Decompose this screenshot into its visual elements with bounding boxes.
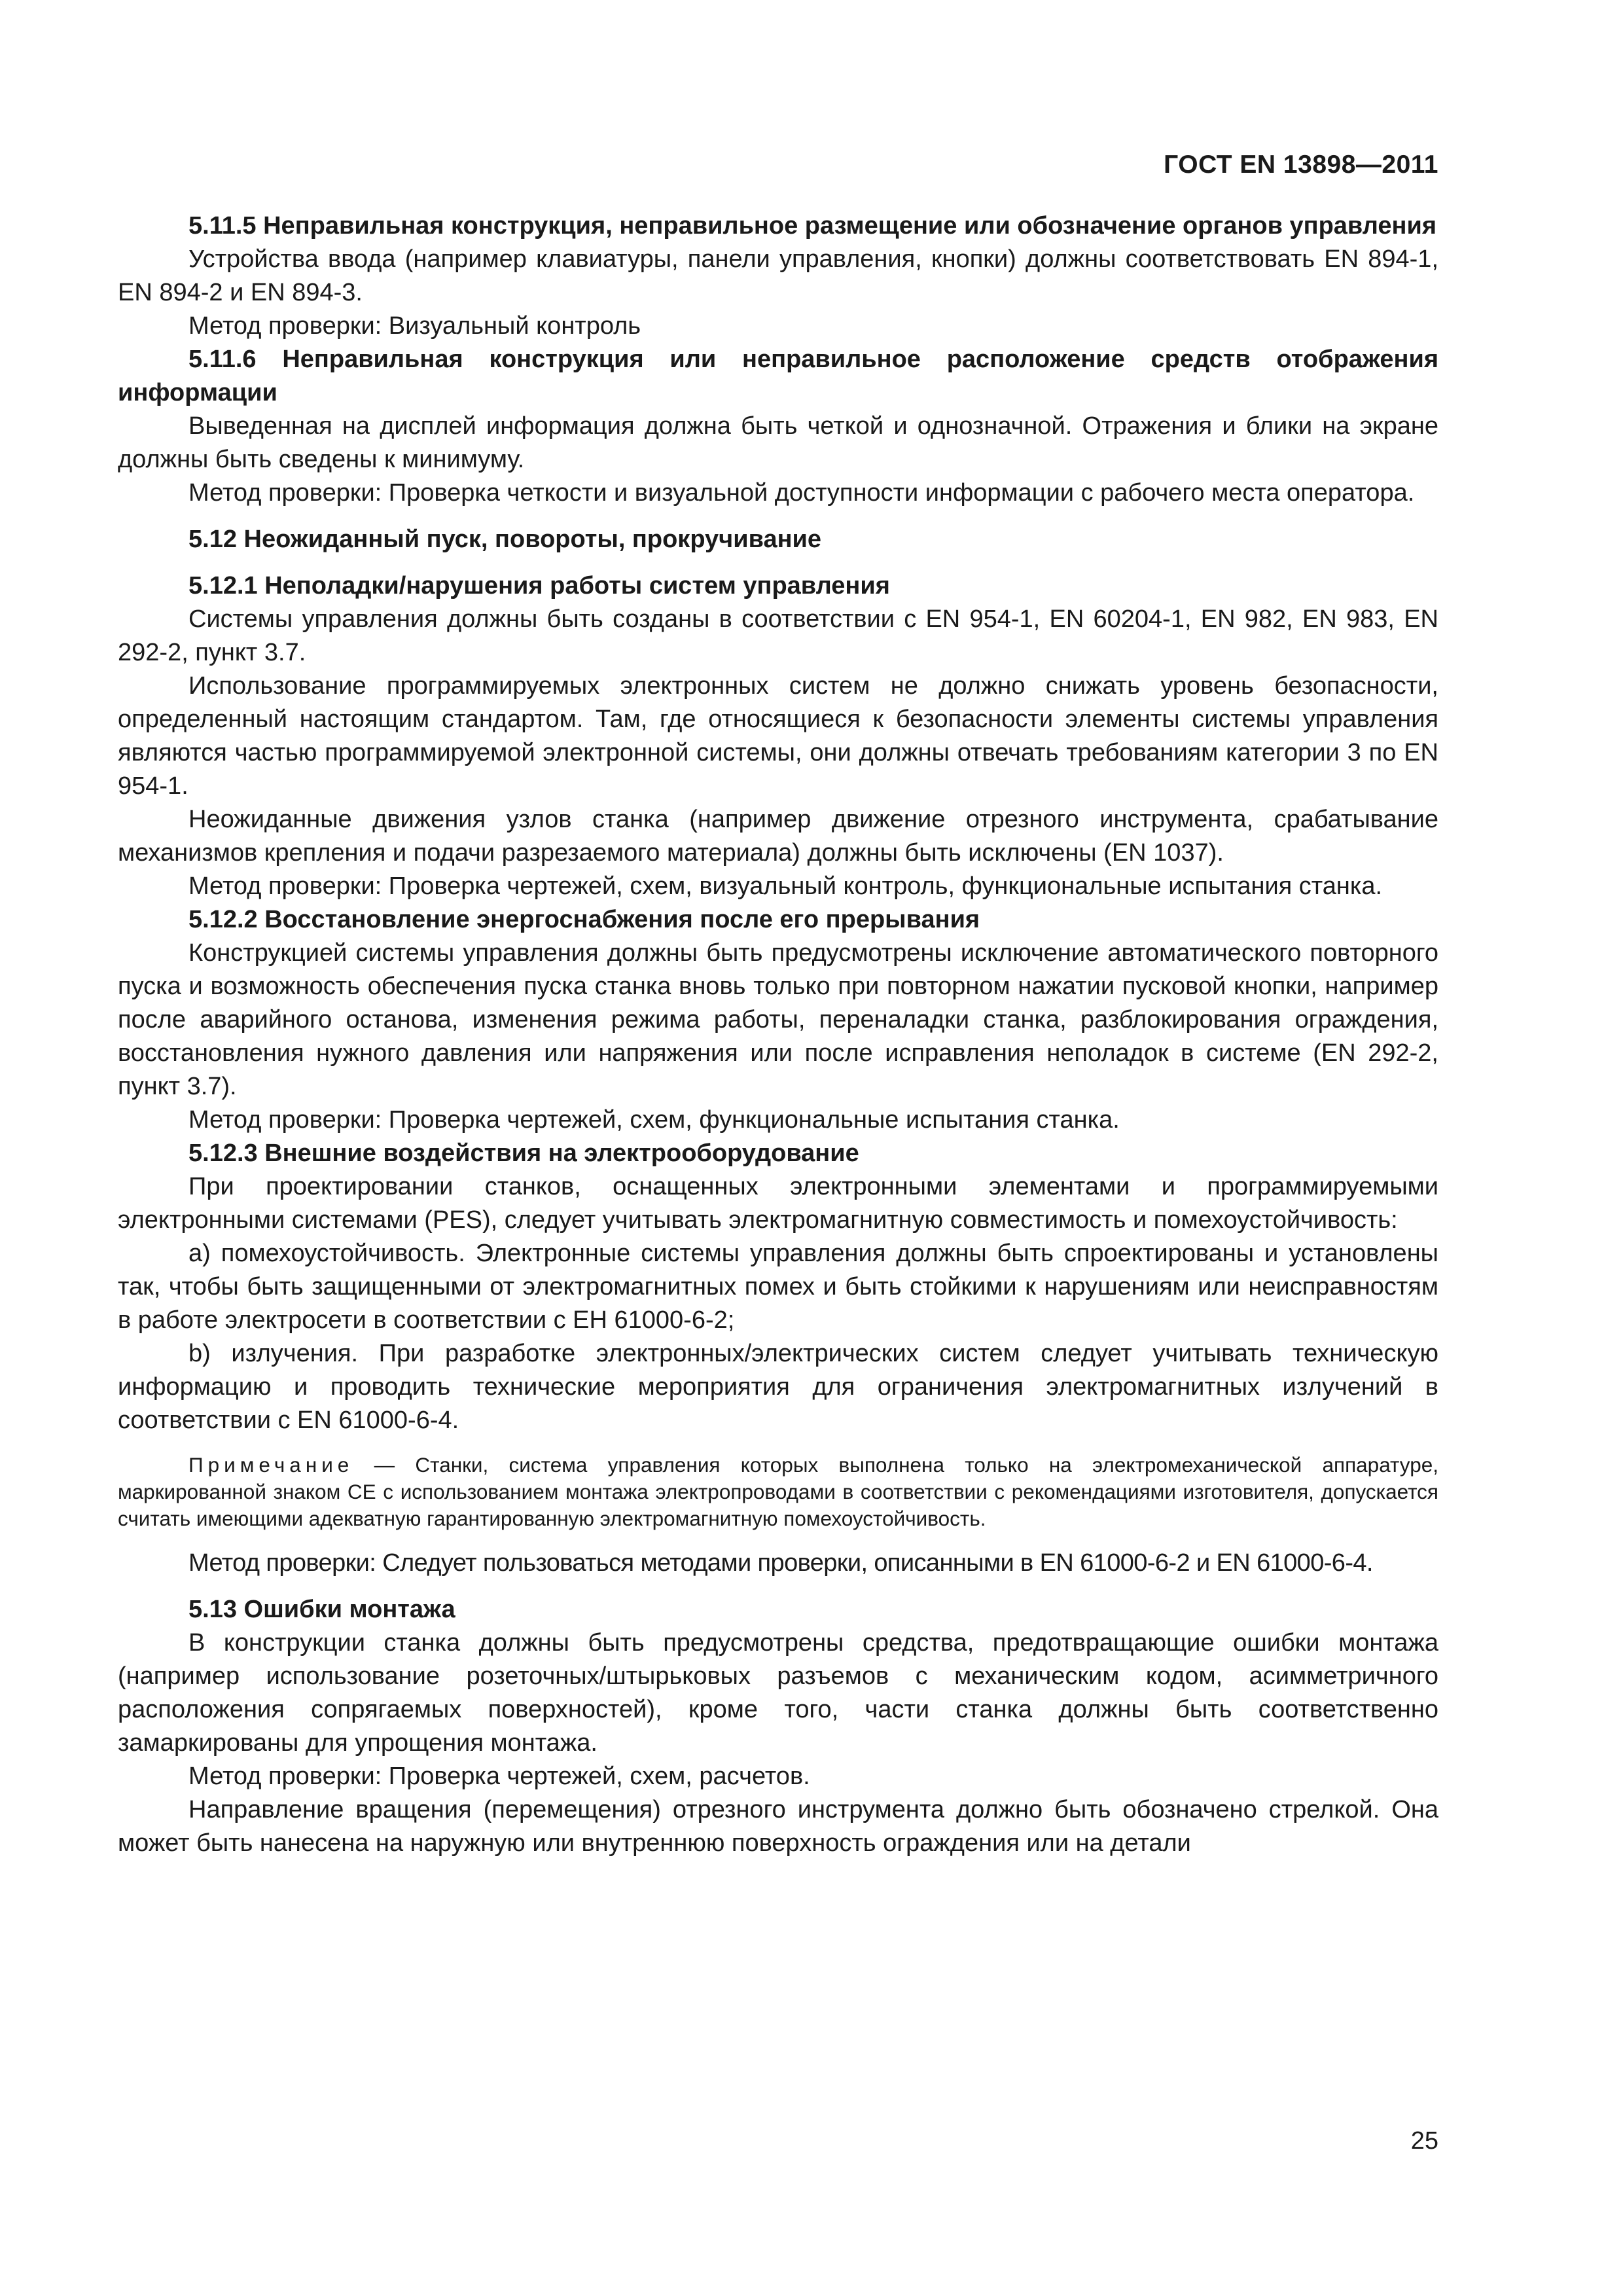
paragraph: Неожиданные движения узлов станка (например движение отрезного инструмента, срабатывание механизмов крепления и подачи разрезаемого материала) должны быть исключены (EN 1037). <box>118 806 1438 867</box>
paragraph: Системы управления должны быть созданы в соответствии с EN 954-1, EN 60204-1, EN 982, EN 983, EN 292-2, пункт 3.7. <box>118 605 1438 666</box>
note-label: Примечание <box>188 1453 354 1477</box>
section-heading-5-12-3: 5.12.3 Внешние воздействия на электрооборудование <box>188 1139 859 1167</box>
verification-method: Метод проверки: Следует пользоваться методами проверки, описанными в EN 61000-6-2 и EN 61000-6-4. <box>188 1549 1373 1577</box>
section-heading-5-12: 5.12 Неожиданный пуск, повороты, прокручивание <box>188 526 822 553</box>
document-body <box>118 209 1438 1860</box>
paragraph: При проектировании станков, оснащенных электронными элементами и программируемыми электронными системами (PES), следует учитывать электромагнитную совместимость и помехоустойчивость: <box>118 1173 1438 1234</box>
list-item-b: b) излучения. При разработке электронных/электрических систем следует учитывать техническую информацию и проводить технические мероприятия для ограничения электромагнитных излучений в соответствии с EN 61000-6-4. <box>118 1340 1438 1434</box>
note <box>118 1452 1438 1532</box>
section-heading-5-12-1: 5.12.1 Неполадки/нарушения работы систем управления <box>188 572 890 600</box>
section-heading-5-12-2: 5.12.2 Восстановление энергоснабжения после его прерывания <box>188 906 980 933</box>
verification-method: Метод проверки: Проверка четкости и визуальной доступности информации с рабочего места оператора. <box>188 479 1415 507</box>
document-code: ГОСТ EN 13898—2011 <box>1164 151 1438 179</box>
paragraph: Устройства ввода (например клавиатуры, панели управления, кнопки) должны соответствовать EN 894-1, EN 894-2 и EN 894-3. <box>118 245 1438 306</box>
section-heading-5-13: 5.13 Ошибки монтажа <box>188 1596 455 1623</box>
paragraph: Конструкцией системы управления должны быть предусмотрены исключение автоматического повторного пуска и возможность обеспечения пуска станка вновь только при повторном нажатии пусковой кнопки, например после аварийного останова, изменения режима работы, переналадки станка, разблокирования ограждения, восстановления нужного давления или напряжения или после исправления неполадок в системе (EN 292-2, пункт 3.7). <box>118 939 1438 1100</box>
section-heading-5-11-5: 5.11.5 Неправильная конструкция, неправильное размещение или обозначение органов управления <box>188 212 1437 240</box>
paragraph: Использование программируемых электронных систем не должно снижать уровень безопасности, определенный настоящим стандартом. Там, где относящиеся к безопасности элементы системы управления являются частью программируемой электронной системы, они должны отвечать требованиям категории 3 по EN 954-1. <box>118 672 1438 800</box>
verification-method: Метод проверки: Визуальный контроль <box>188 312 641 340</box>
list-item-a: a) помехоустойчивость. Электронные системы управления должны быть спроектированы и установлены так, чтобы быть защищенными от электромагнитных помех и быть стойкими к нарушениям или неисправностям в работе электросети в соответствии с ЕН 61000-6-2; <box>118 1240 1438 1334</box>
page-number: 25 <box>1410 2127 1438 2155</box>
paragraph: Направление вращения (перемещения) отрезного инструмента должно быть обозначено стрелкой. Она может быть нанесена на наружную или внутреннюю поверхность ограждения или на детали <box>118 1796 1438 1857</box>
section-heading-5-11-6: 5.11.6 Неправильная конструкция или неправильное расположение средств отображения информации <box>118 346 1438 406</box>
note-text: — Станки, система управления которых выполнена только на электромеханической аппаратуре, маркированной знаком CE с использованием монтажа электропроводами в соответствии с рекомендациями изготовителя, допускается считать имеющими адекватную гарантированную электромагнитную помехоустойчивость. <box>118 1453 1438 1530</box>
paragraph: В конструкции станка должны быть предусмотрены средства, предотвращающие ошибки монтажа (например использование розеточных/штырьковых разъемов с механическим кодом, асимметричного расположения сопрягаемых поверхностей), кроме того, части станка должны быть соответственно замаркированы для упрощения монтажа. <box>118 1629 1438 1757</box>
verification-method: Метод проверки: Проверка чертежей, схем, функциональные испытания станка. <box>188 1106 1120 1134</box>
verification-method: Метод проверки: Проверка чертежей, схем, визуальный контроль, функциональные испытания станка. <box>188 872 1383 900</box>
paragraph: Выведенная на дисплей информация должна быть четкой и однозначной. Отражения и блики на экране должны быть сведены к минимуму. <box>118 412 1438 473</box>
verification-method: Метод проверки: Проверка чертежей, схем, расчетов. <box>188 1763 810 1790</box>
